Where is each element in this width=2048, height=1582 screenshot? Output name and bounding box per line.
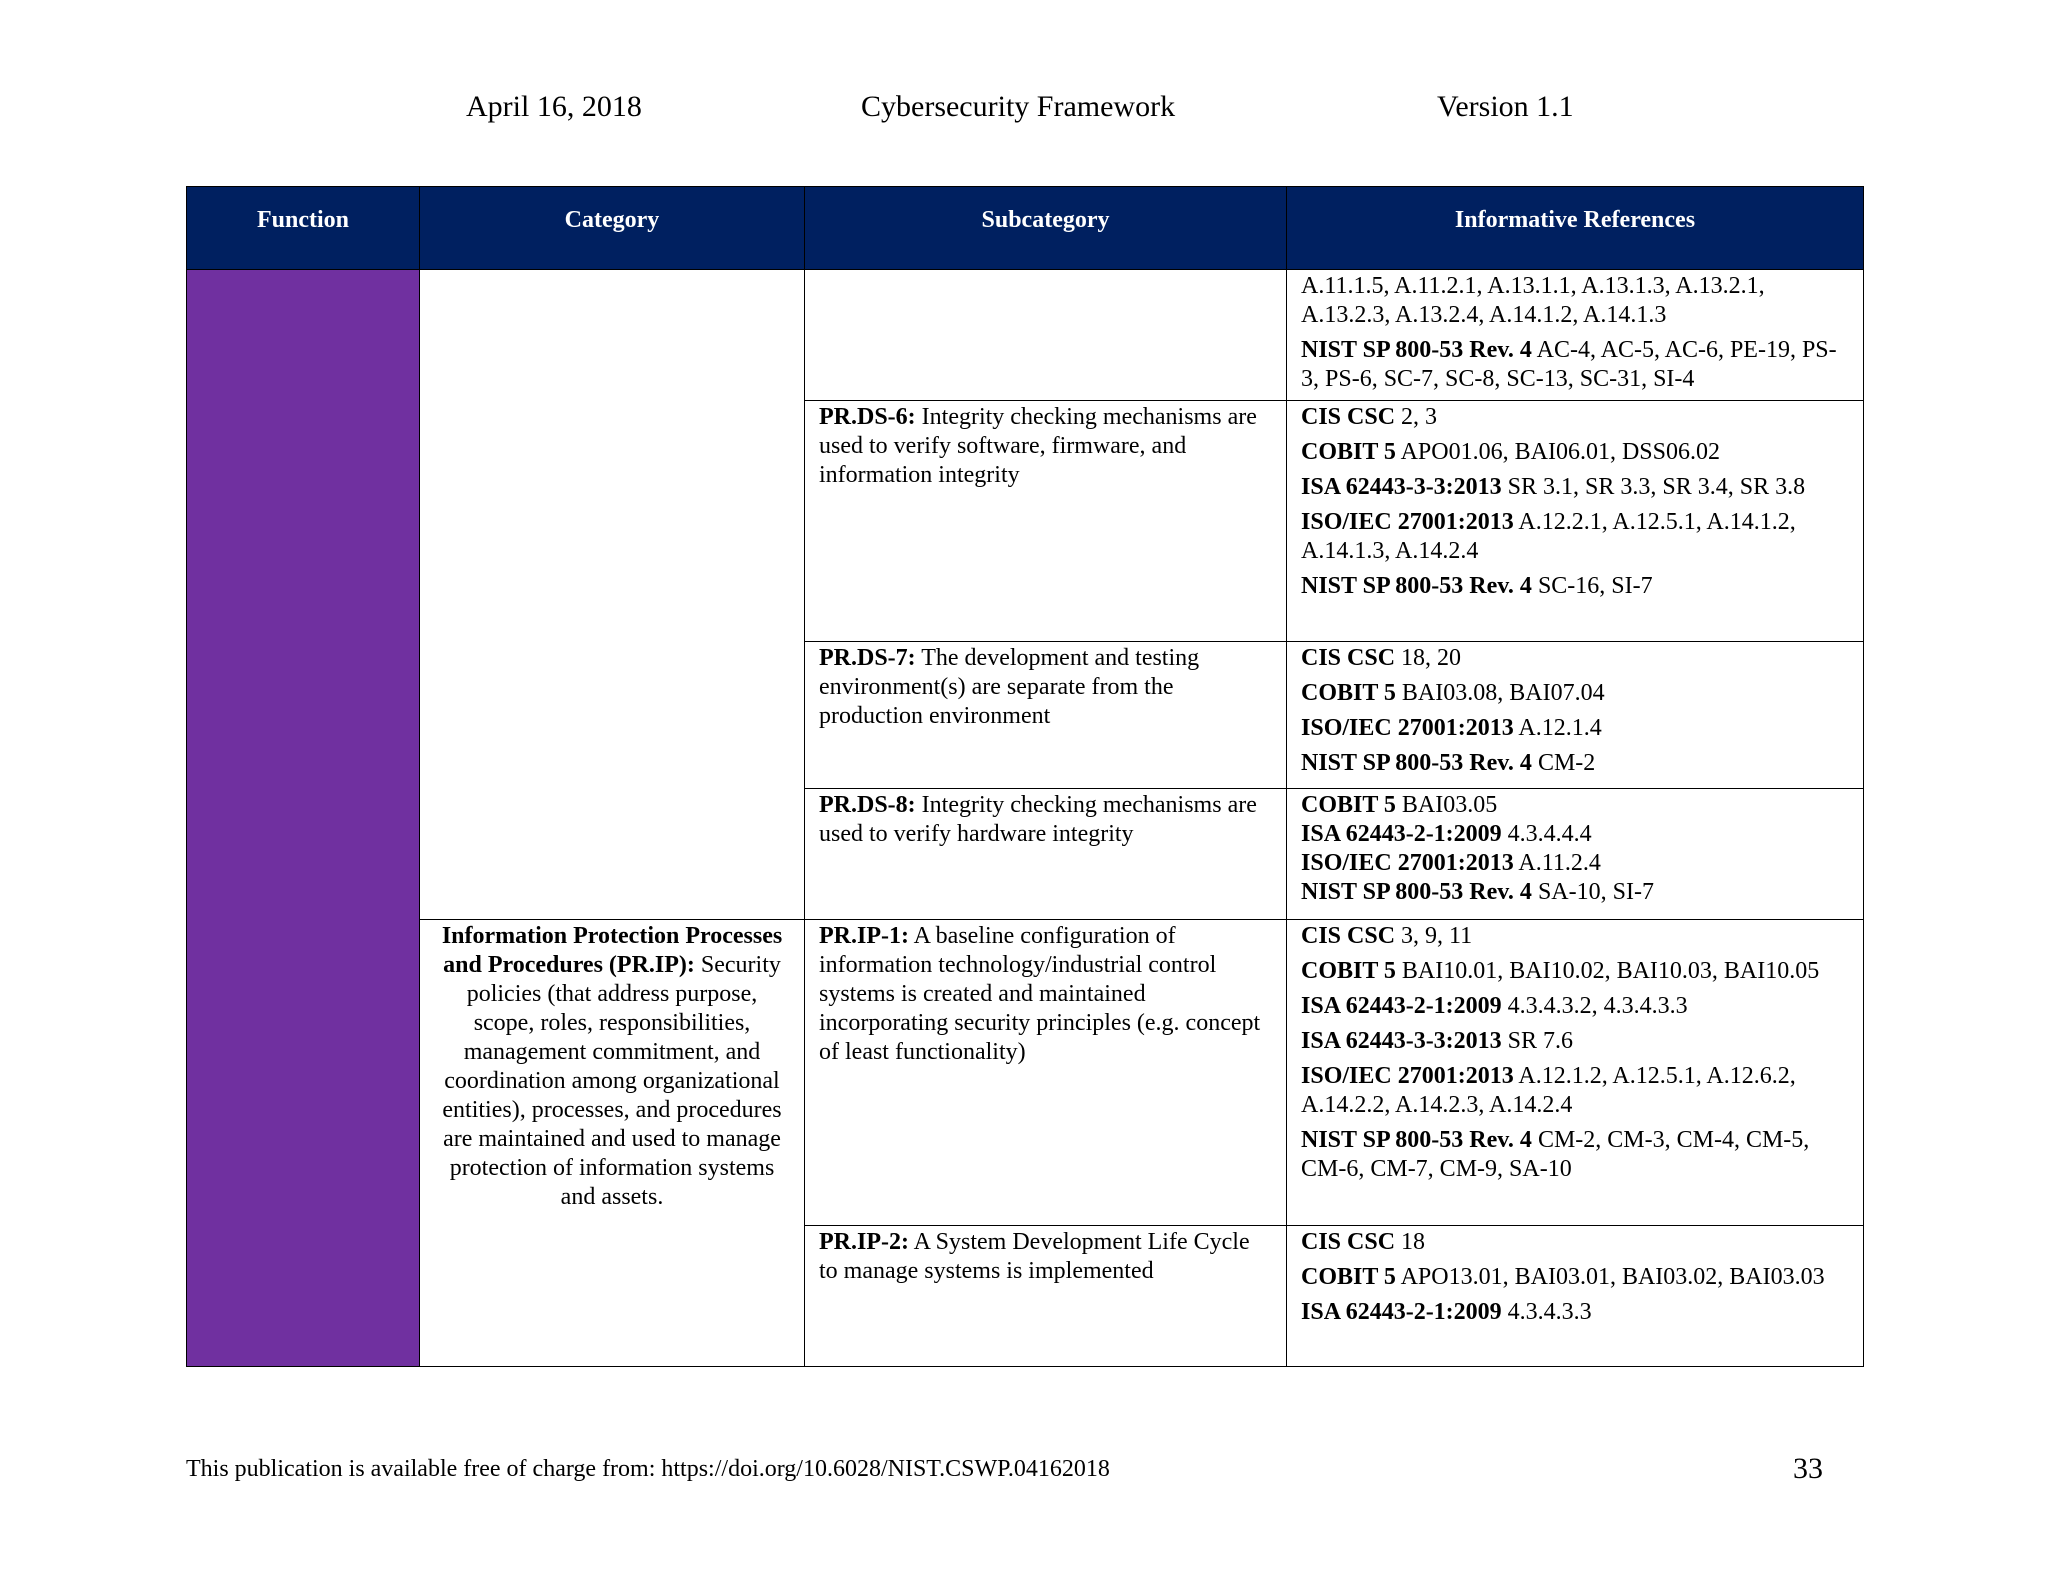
- reference-line: ISA 62443-3-3:2013 SR 3.1, SR 3.3, SR 3.4, SR 3.8: [1301, 474, 1806, 500]
- reference-line: CIS CSC 18: [1301, 1229, 1426, 1255]
- subcategory-pr-ds-7: PR.DS-7: The development and testing environment(s) are separate from the production environment: [805, 642, 1287, 789]
- table-header-row: [187, 187, 1864, 270]
- category-pr-ip: Information Protection Processes and Procedures (PR.IP): Security policies (that address purpose, scope, roles, responsibilities, management commitment, and coordination among organizational entities), processes, and procedures are maintained and used to manage protection of information systems and assets.: [420, 920, 805, 1367]
- header-title: Cybersecurity Framework: [861, 90, 1176, 123]
- header-version: Version 1.1: [1437, 90, 1574, 123]
- subcategory-pr-ip-1: PR.IP-1: A baseline configuration of information technology/industrial control systems is created and maintained incorporating security principles (e.g. concept of least functionality): [805, 920, 1287, 1226]
- references-cell: [1287, 789, 1864, 920]
- col-header-informative-references: Informative References: [1287, 187, 1864, 270]
- reference-line: ISA 62443-2-1:2009 4.3.4.3.3: [1301, 1299, 1592, 1325]
- header-date: April 16, 2018: [466, 90, 642, 123]
- reference-line: COBIT 5 BAI03.05: [1301, 792, 1498, 818]
- reference-line: CIS CSC 18, 20: [1301, 645, 1462, 671]
- reference-line: COBIT 5 BAI03.08, BAI07.04: [1301, 680, 1605, 706]
- col-header-category: Category: [420, 187, 805, 270]
- footer-availability-note: This publication is available free of charge from: https://doi.org/10.6028/NIST.CSWP.04162018: [186, 1456, 1110, 1482]
- reference-line: NIST SP 800-53 Rev. 4 AC-4, AC-5, AC-6, PE-19, PS-3, PS-6, SC-7, SC-8, SC-13, SC-31, SI-4: [1301, 337, 1837, 392]
- references-cell: [1287, 920, 1864, 1226]
- framework-core-table: [186, 186, 1864, 1367]
- category-cell-continued: [420, 270, 805, 920]
- reference-line: NIST SP 800-53 Rev. 4 SA-10, SI-7: [1301, 879, 1654, 905]
- subcategory-pr-ip-2: PR.IP-2: A System Development Life Cycle to manage systems is implemented: [805, 1226, 1287, 1367]
- reference-line: CIS CSC 3, 9, 11: [1301, 923, 1473, 949]
- reference-line: COBIT 5 APO01.06, BAI06.01, DSS06.02: [1301, 439, 1720, 465]
- page-header: [0, 90, 2048, 130]
- reference-line: ISA 62443-2-1:2009 4.3.4.3.2, 4.3.4.3.3: [1301, 993, 1688, 1019]
- subcategory-cell-continued: [805, 270, 1287, 401]
- col-header-subcategory: Subcategory: [805, 187, 1287, 270]
- reference-line: ISA 62443-2-1:2009 4.3.4.4.4: [1301, 821, 1592, 847]
- subcategory-pr-ds-6: PR.DS-6: Integrity checking mechanisms are used to verify software, firmware, and information integrity: [805, 401, 1287, 642]
- references-cell: [1287, 1226, 1864, 1367]
- table-row: [187, 270, 1864, 401]
- reference-line: A.11.1.5, A.11.2.1, A.13.1.1, A.13.1.3, A.13.2.1, A.13.2.3, A.13.2.4, A.14.1.2, A.14.1.3: [1301, 273, 1765, 328]
- reference-line: COBIT 5 APO13.01, BAI03.01, BAI03.02, BAI03.03: [1301, 1264, 1825, 1290]
- table-row: [187, 920, 1864, 1226]
- function-cell: [187, 270, 420, 1367]
- subcategory-pr-ds-8: PR.DS-8: Integrity checking mechanisms are used to verify hardware integrity: [805, 789, 1287, 920]
- reference-line: ISO/IEC 27001:2013 A.12.1.4: [1301, 715, 1602, 741]
- page-number: 33: [1793, 1452, 1823, 1485]
- reference-line: ISO/IEC 27001:2013 A.12.1.2, A.12.5.1, A.12.6.2, A.14.2.2, A.14.2.3, A.14.2.4: [1301, 1063, 1796, 1118]
- reference-line: NIST SP 800-53 Rev. 4 CM-2, CM-3, CM-4, CM-5, CM-6, CM-7, CM-9, SA-10: [1301, 1127, 1810, 1182]
- references-cell: [1287, 401, 1864, 642]
- references-cell: [1287, 270, 1864, 401]
- reference-line: NIST SP 800-53 Rev. 4 SC-16, SI-7: [1301, 573, 1653, 599]
- reference-line: ISA 62443-3-3:2013 SR 7.6: [1301, 1028, 1574, 1054]
- reference-line: COBIT 5 BAI10.01, BAI10.02, BAI10.03, BAI10.05: [1301, 958, 1820, 984]
- reference-line: CIS CSC 2, 3: [1301, 404, 1438, 430]
- reference-line: ISO/IEC 27001:2013 A.12.2.1, A.12.5.1, A.14.1.2, A.14.1.3, A.14.2.4: [1301, 509, 1796, 564]
- references-cell: [1287, 642, 1864, 789]
- reference-line: ISO/IEC 27001:2013 A.11.2.4: [1301, 850, 1601, 876]
- col-header-function: Function: [187, 187, 420, 270]
- reference-line: NIST SP 800-53 Rev. 4 CM-2: [1301, 750, 1596, 776]
